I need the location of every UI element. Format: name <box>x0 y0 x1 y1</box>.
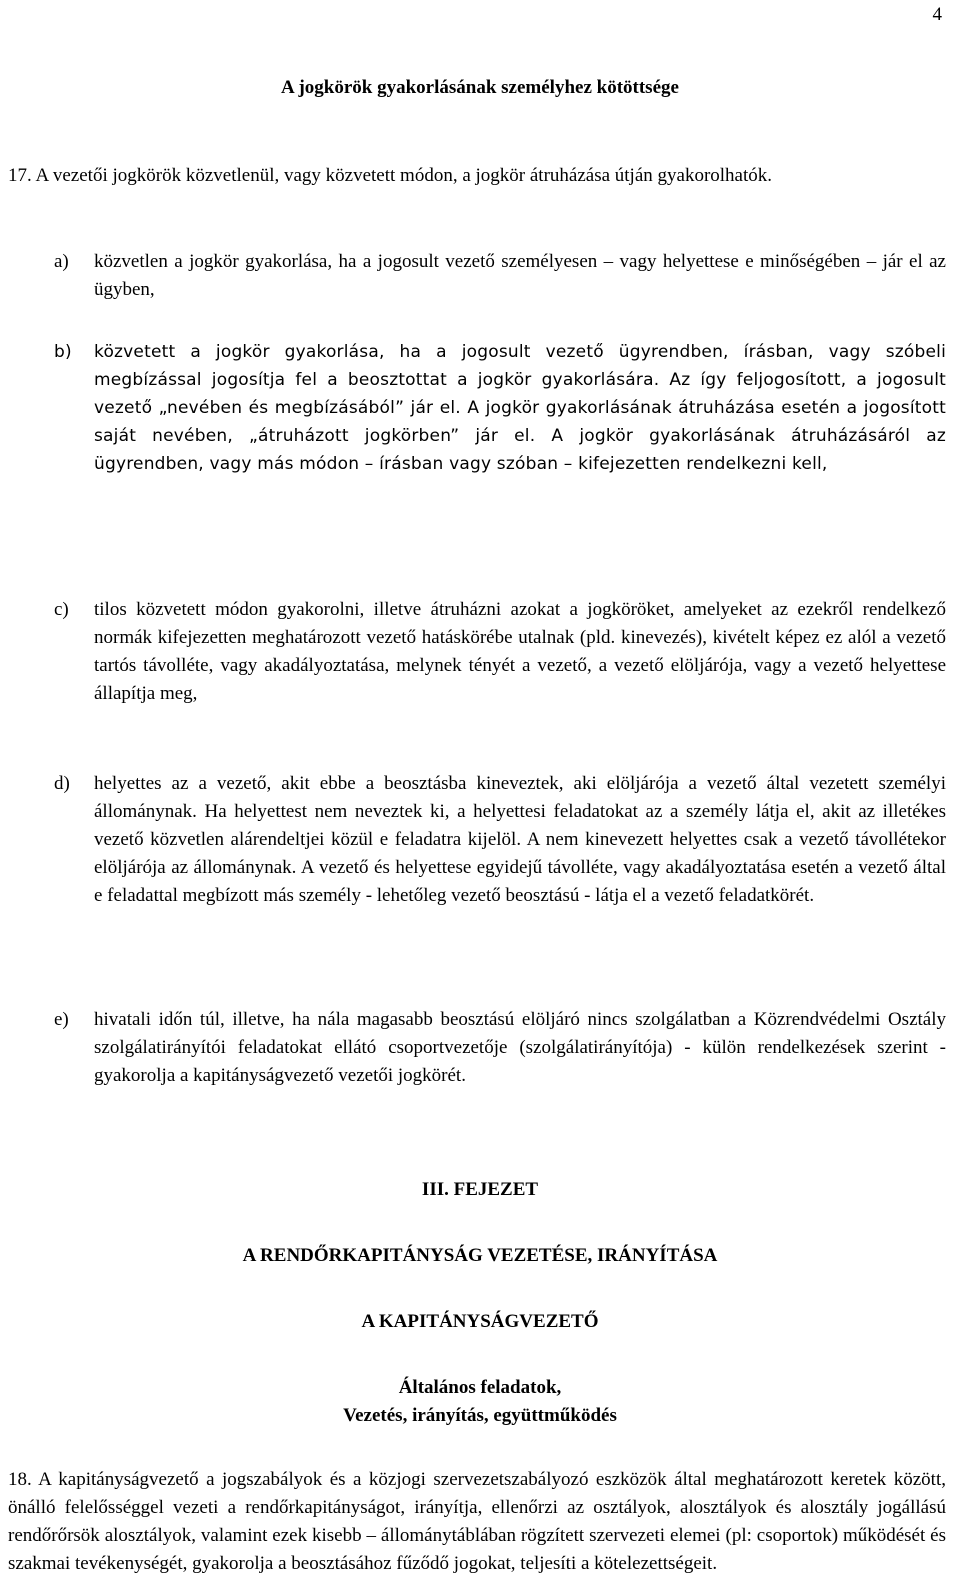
list-item-text: helyettes az a vezető, akit ebbe a beosztásba kineveztek, aki elöljárója a vezető által vezetett személyi állománynak. Ha helyettest nem neveztek ki, a helyettesi feladatokat az a személy látja el, akit az illetékes vezető közvetlen alárendeltjei közül e feladatra kijelöl. A nem kinevezett helyettes csak a vezető távollétekor elöljárója az állománynak. A vezető és helyettese egyidejű távolléte, vagy akadályoztatása esetén a vezető által e feladattal megbízott más személy - lehetőleg vezető beosztású - látja el a vezető feladatkörét. <box>94 773 946 906</box>
paragraph-17 <box>8 162 946 190</box>
paragraph-text: A kapitányságvezető a jogszabályok és a közjogi szervezetszabályozó eszközök által meghatározott keretek között, önálló felelősséggel vezeti a rendőrkapitányságot, irányítja, ellenőrzi az osztályok, alosztályok és alosztály jogállású rendőrőrsök alosztályok, valamint ezek kisebb – állománytáblában rögzített szervezeti elemei (pl: csoportok) működését és szakmai tevékenységét, gyakorolja a beosztásához fűződő jogokat, teljesíti a kötelezettségeit. <box>8 1469 946 1574</box>
list-marker: e) <box>54 1009 69 1030</box>
paragraph-number: 18. <box>8 1469 32 1490</box>
chapter-title: A RENDŐRKAPITÁNYSÁG VEZETÉSE, IRÁNYÍTÁSA <box>242 1245 718 1266</box>
subsection-title-line-1: Általános feladatok, <box>398 1377 562 1398</box>
section-heading: A jogkörök gyakorlásának személyhez kötöttsége <box>281 77 679 98</box>
section-title: A KAPITÁNYSÁGVEZETŐ <box>361 1311 599 1332</box>
subsection-title-line-2: Vezetés, irányítás, együttműködés <box>343 1405 617 1426</box>
list-marker: b) <box>54 342 72 362</box>
list-item-text: tilos közvetett módon gyakorolni, illetve átruházni azokat a jogköröket, amelyeket az ezekről rendelkező normák kifejezetten meghatározott vezető hatáskörébe utalnak (pld. kinevezés), kivételt képez ez alól a vezető tartós távolléte, vagy akadályoztatása, melynek tényét a vezető, a vezető elöljárója, vagy a vezető helyettese állapítja meg, <box>94 599 946 704</box>
list-marker: d) <box>54 773 70 794</box>
list-item-text: közvetlen a jogkör gyakorlása, ha a jogosult vezető személyesen – vagy helyettese e minőségében – jár el az ügyben, <box>94 251 946 300</box>
chapter-heading: III. FEJEZET <box>421 1179 539 1200</box>
list-marker: a) <box>54 251 69 272</box>
list-item-text: hivatali időn túl, illetve, ha nála magasabb beosztású elöljáró nincs szolgálatban a Közrendvédelmi Osztály szolgálatirányítói feladatokat ellátó csoportvezetője (szolgálatirányítója) - külön rendelkezések szerint - gyakorolja a kapitányságvezető vezetői jogkörét. <box>94 1009 946 1086</box>
paragraph-18 <box>8 1466 946 1578</box>
list-item-text: közvetett a jogkör gyakorlása, ha a jogosult vezető ügyrendben, írásban, vagy szóbeli megbízással jogosítja fel a beosztottat a jogkör gyakorlására. Az így feljogosított, a jogosult vezető „nevében és megbízásából” jár el. A jogkör gyakorlásának átruházása esetén a jogosított saját nevében, „átruházott jogkörben” jár el. A jogkör gyakorlásának átruházásáról az ügyrendben, vagy más módon – írásban vagy szóban – kifejezetten rendelkezni kell, <box>94 342 946 474</box>
page-number: 4 <box>932 4 942 25</box>
paragraph-number: 17. <box>8 165 32 186</box>
paragraph-text: A vezetői jogkörök közvetlenül, vagy közvetett módon, a jogkör átruházása útján gyakorolhatók. <box>35 165 773 186</box>
list-marker: c) <box>54 599 69 620</box>
